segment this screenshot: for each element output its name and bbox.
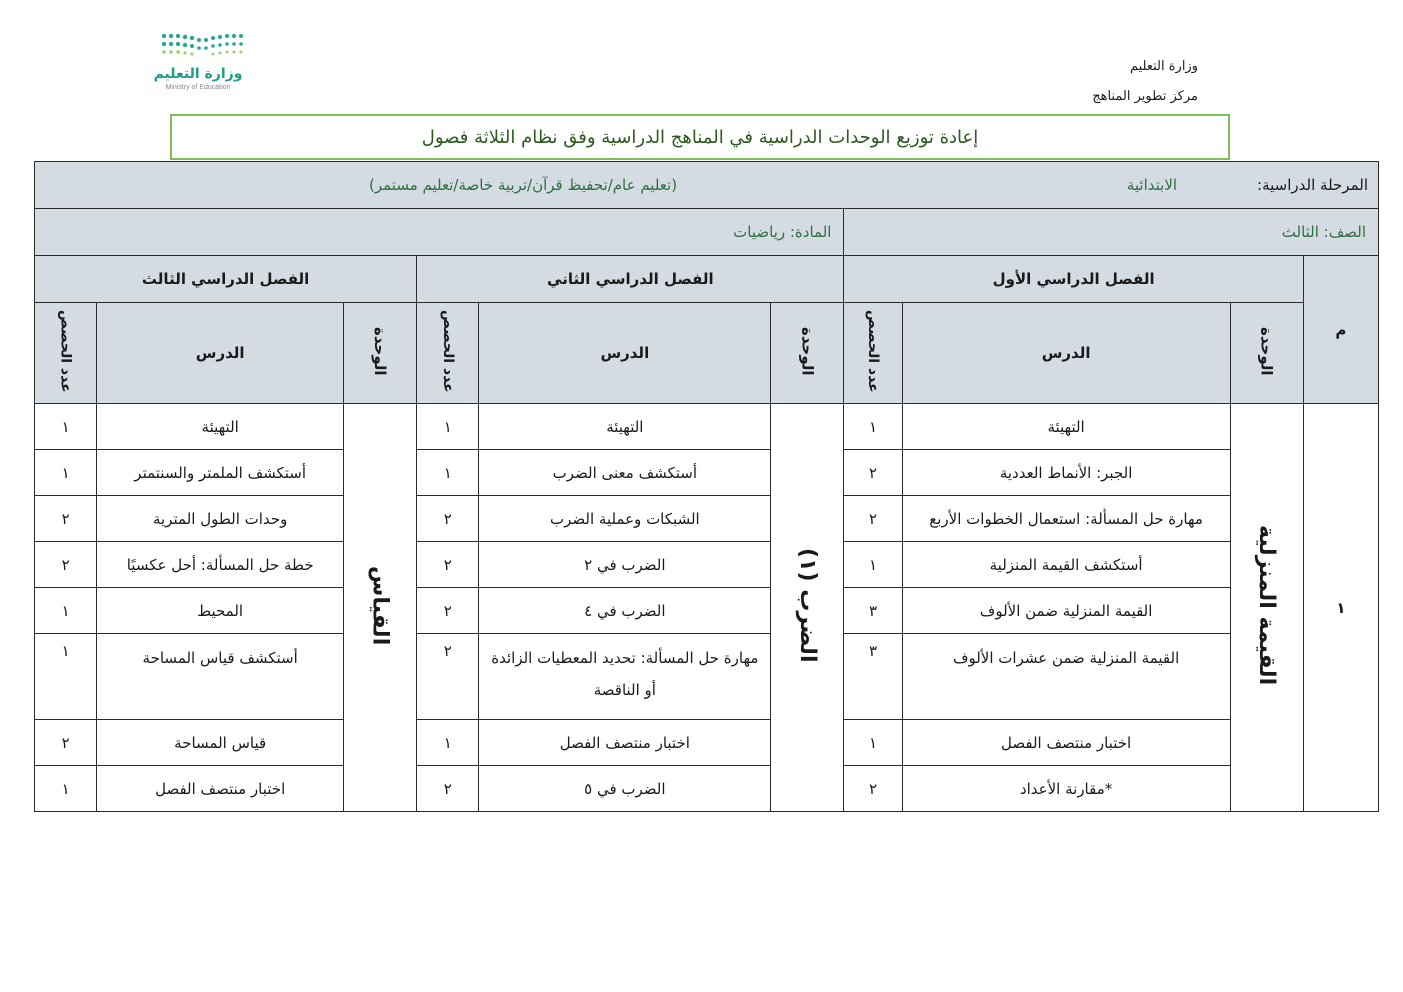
- unit-header-text: الوحدة: [798, 326, 817, 376]
- subject-cell: [35, 209, 844, 256]
- m-column-header: [1303, 256, 1378, 404]
- unit-header-2: [771, 303, 844, 404]
- count-cell: ١: [35, 588, 97, 634]
- count-cell: ٢: [844, 496, 902, 542]
- table-row: [35, 766, 1379, 812]
- grade-text: الصف: الثالث: [1281, 223, 1366, 241]
- unit-header-text: الوحدة: [371, 326, 390, 376]
- lesson-cell: الضرب في ٥: [479, 766, 771, 812]
- lesson-cell: القيمة المنزلية ضمن الألوف: [902, 588, 1230, 634]
- lesson-cell: أستكشف قياس المساحة: [97, 634, 344, 720]
- block-number: ١: [1303, 404, 1378, 812]
- count-cell: ١: [35, 634, 97, 720]
- lesson-cell: الضرب في ٢: [479, 542, 771, 588]
- count-cell: ٣: [844, 634, 902, 720]
- count-cell: ٢: [844, 766, 902, 812]
- count-cell: ١: [844, 404, 902, 450]
- table-row: [35, 496, 1379, 542]
- count-cell: ٢: [417, 766, 479, 812]
- lesson-cell: أستكشف القيمة المنزلية: [902, 542, 1230, 588]
- subject-text: المادة: رياضيات: [733, 223, 832, 241]
- count-header-3: [35, 303, 97, 404]
- lesson-cell: أستكشف معنى الضرب: [479, 450, 771, 496]
- lesson-cell: التهيئة: [97, 404, 344, 450]
- semester-header-row: [35, 256, 1379, 303]
- count-cell: ١: [844, 720, 902, 766]
- lesson-cell: التهيئة: [479, 404, 771, 450]
- lesson-header-2: الدرس: [479, 303, 771, 404]
- count-header-text: عدد الحصص: [865, 309, 882, 393]
- grade-subject-row: [35, 209, 1379, 256]
- lesson-cell: المحيط: [97, 588, 344, 634]
- count-cell: ١: [35, 404, 97, 450]
- curriculum-center-name: مركز تطوير المناهج: [1092, 89, 1198, 104]
- table-row: [35, 542, 1379, 588]
- semester-2-header: الفصل الدراسي الثاني: [417, 256, 844, 303]
- count-cell: ٢: [417, 496, 479, 542]
- table-row: [35, 450, 1379, 496]
- count-cell: ٢: [35, 720, 97, 766]
- unit-2-name: الضرب (١): [794, 548, 820, 663]
- table-row: [35, 720, 1379, 766]
- lesson-cell: التهيئة: [902, 404, 1230, 450]
- logo-arabic-text: وزارة التعليم: [153, 66, 243, 82]
- count-cell: ٢: [417, 542, 479, 588]
- count-cell: ٢: [417, 588, 479, 634]
- count-cell: ١: [417, 450, 479, 496]
- unit-header-text: الوحدة: [1257, 326, 1276, 376]
- lesson-cell: اختبار منتصف الفصل: [97, 766, 344, 812]
- unit-1-name: القيمة المنزلية: [1254, 525, 1280, 686]
- count-cell: ١: [35, 450, 97, 496]
- unit-1-cell: [1230, 404, 1303, 812]
- lesson-cell: الضرب في ٤: [479, 588, 771, 634]
- count-cell: ١: [417, 404, 479, 450]
- lesson-cell: اختبار منتصف الفصل: [479, 720, 771, 766]
- count-cell: ١: [417, 720, 479, 766]
- count-header-2: [417, 303, 479, 404]
- count-cell: ٢: [844, 450, 902, 496]
- count-cell: ١: [844, 542, 902, 588]
- stage-label: المرحلة الدراسية:: [1257, 176, 1368, 194]
- table-row: [35, 634, 1379, 720]
- unit-header-1: [1230, 303, 1303, 404]
- unit-3-cell: [344, 404, 417, 812]
- logo-english-text: Ministry of Education: [165, 84, 231, 91]
- count-cell: ٣: [844, 588, 902, 634]
- semester-3-header: الفصل الدراسي الثالث: [35, 256, 417, 303]
- table-row: [35, 404, 1379, 450]
- education-paths: (تعليم عام/تحفيظ قرآن/تربية خاصة/تعليم مستمر): [369, 176, 678, 194]
- curriculum-table: [34, 161, 1379, 812]
- count-header-text: عدد الحصص: [57, 309, 74, 393]
- lesson-cell: مهارة حل المسألة: استعمال الخطوات الأربع: [902, 496, 1230, 542]
- ministry-name: وزارة التعليم: [1129, 59, 1198, 74]
- logo-dots-icon: [156, 28, 248, 64]
- lesson-cell: الشبكات وعملية الضرب: [479, 496, 771, 542]
- ministry-header: [1040, 52, 1198, 112]
- semester-1-header: الفصل الدراسي الأول: [844, 256, 1303, 303]
- lesson-cell: اختبار منتصف الفصل: [902, 720, 1230, 766]
- unit-header-3: [344, 303, 417, 404]
- count-cell: ٢: [35, 542, 97, 588]
- lesson-cell: أستكشف الملمتر والسنتمتر: [97, 450, 344, 496]
- count-header-text: عدد الحصص: [439, 309, 456, 393]
- count-cell: ٢: [417, 634, 479, 720]
- column-header-row: [35, 303, 1379, 404]
- m-header-text: م: [1335, 320, 1347, 339]
- lesson-cell: خطة حل المسألة: أحل عكسيًا: [97, 542, 344, 588]
- count-cell: ٢: [35, 496, 97, 542]
- count-header-1: [844, 303, 902, 404]
- document-title-text: إعادة توزيع الوحدات الدراسية في المناهج الدراسية وفق نظام الثلاثة فصول: [421, 126, 979, 148]
- lesson-header-1: الدرس: [902, 303, 1230, 404]
- lesson-cell: وحدات الطول المترية: [97, 496, 344, 542]
- unit-2-cell: [771, 404, 844, 812]
- lesson-cell: القيمة المنزلية ضمن عشرات الألوف: [902, 634, 1230, 720]
- stage-value: الابتدائية: [1126, 176, 1178, 194]
- count-cell: ١: [35, 766, 97, 812]
- lesson-cell: *مقارنة الأعداد: [902, 766, 1230, 812]
- stage-row: [35, 162, 1379, 209]
- stage-cell: [35, 162, 1379, 209]
- lesson-cell: مهارة حل المسألة: تحديد المعطيات الزائدة أو الناقصة: [479, 634, 771, 720]
- table-row: [35, 588, 1379, 634]
- document-title: [170, 114, 1230, 160]
- lesson-header-3: الدرس: [97, 303, 344, 404]
- grade-cell: [844, 209, 1379, 256]
- ministry-logo: [152, 28, 248, 98]
- lesson-cell: قياس المساحة: [97, 720, 344, 766]
- lesson-cell: الجبر: الأنماط العددية: [902, 450, 1230, 496]
- unit-3-name: القياس: [367, 565, 393, 646]
